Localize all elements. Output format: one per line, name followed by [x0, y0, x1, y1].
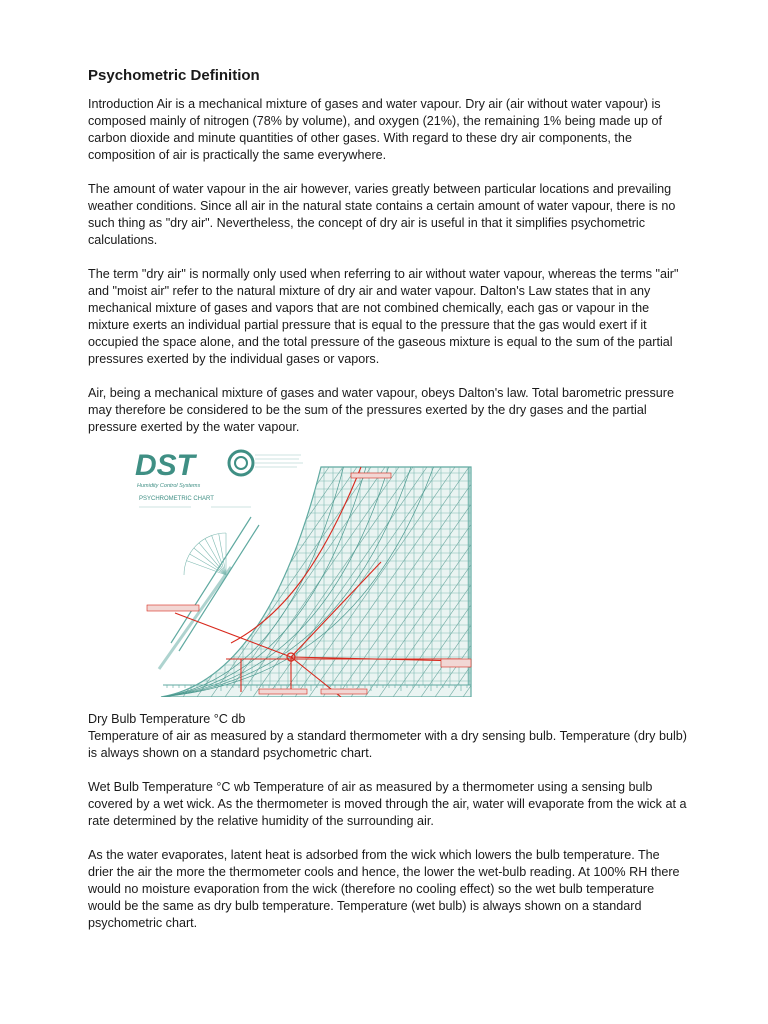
logo-text: DST [135, 449, 195, 482]
paragraph-water-vapour: The amount of water vapour in the air however, varies greatly between particular locations and prevailing weather conditions. Since all air in the natural state contains a certain amount of water vapour, there is no such thing as "dry air". Nevertheless, the concept of dry air is useful in that it simplifies psychometric calculations. [88, 182, 676, 247]
chart-title-text: PSYCHROMETRIC CHART [139, 496, 214, 502]
paragraph-daltons-law: The term "dry air" is normally only used when referring to air without water vapour, whereas the terms "air" and "moist air" refer to the natural mixture of dry air and water vapour. Dalton's Law states that in any mechanical mixture of gases and vapors that are not combined chemically, each gas or vapour in the mixture exerts an individual partial pressure that is equal to the pressure that the gas would exert if it occupied the space alone, and the total pressure of the gaseous mixture is equal to the sum of the partial pressures exerted by the individual gases or vapors. [88, 267, 679, 366]
dry-bulb-paragraph [88, 711, 688, 762]
chart-protractor [184, 533, 226, 575]
dst-logo [131, 447, 303, 515]
paragraph-barometric-pressure: Air, being a mechanical mixture of gases and water vapour, obeys Dalton's law. Total barometric pressure may therefore be considered to be the sum of the pressures exerted by the dry gases and the partial pressure exerted by the water vapour. [88, 386, 674, 434]
psychrometric-chart-image [131, 447, 477, 697]
wet-bulb-paragraph: Wet Bulb Temperature °C wb Temperature of air as measured by a thermometer using a sensing bulb covered by a wet wick. As the thermometer is moved through the air, water will evaporate from the wick at a rate determined by the relative humidity of the surrounding air. [88, 780, 687, 828]
logo-subtitle: Humidity Control Systems [137, 483, 201, 489]
evaporation-paragraph: As the water evaporates, latent heat is adsorbed from the wick which lowers the bulb temperature. The drier the air the more the thermometer cools and hence, the lower the wet-bulb reading. At 100% RH there would no moisture evaporation from the wick (therefore no cooling effect) so the wet bulb temperature would be the same as dry bulb temperature. Temperature (wet bulb) is always shown on a standard psychometric chart. [88, 848, 680, 930]
document-page [88, 66, 688, 949]
dry-bulb-body: Temperature of air as measured by a standard thermometer with a dry sensing bulb. Temperature (dry bulb) is always shown on a standard psychometric chart. [88, 729, 687, 760]
paragraph-introduction: Introduction Air is a mechanical mixture of gases and water vapour. Dry air (air without water vapour) is composed mainly of nitrogen (78% by volume), and oxygen (21%), the remaining 1% being made up of carbon dioxide and minute quantities of other gases. With regard to these dry air components, the composition of air is practically the same everywhere. [88, 97, 663, 162]
dry-bulb-heading: Dry Bulb Temperature °C db [88, 712, 246, 726]
document-title: Psychometric Definition [88, 67, 260, 84]
psychrometric-chart-graphic [131, 447, 477, 697]
